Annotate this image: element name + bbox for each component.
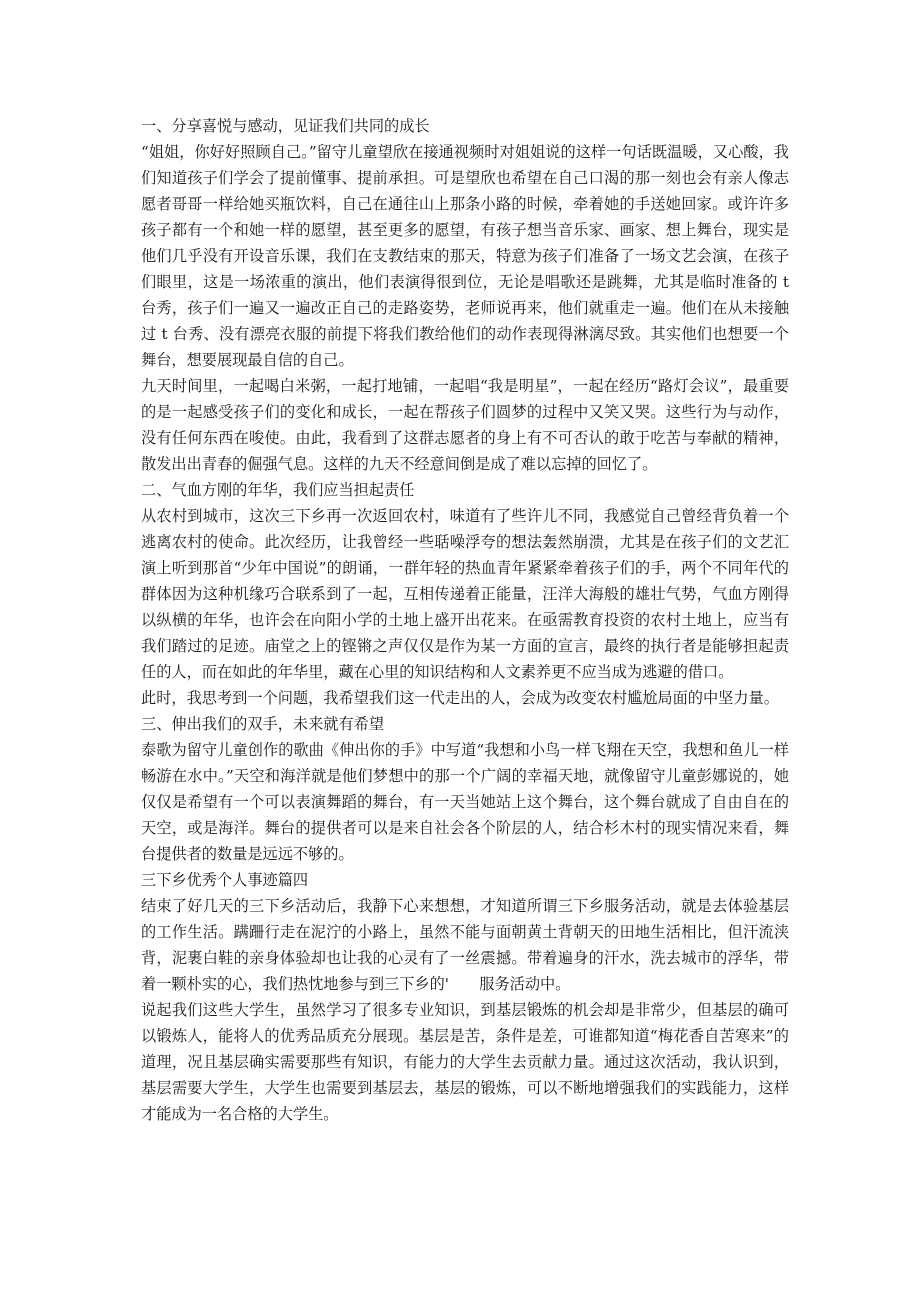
document-body	[141, 113, 789, 1127]
section-heading-1: 一、分享喜悦与感动，见证我们共同的成长	[141, 117, 430, 135]
paragraph-6: 结束了好几天的三下乡活动后，我静下心来想想，才知道所谓三下乡服务活动，就是去体验基层的工作生活。蹒跚行走在泥泞的小路上，虽然不能与面朝黄土背朝天的田地生活相比，但汗流浃背，泥裹白鞋的亲身体验却也让我的心灵有了一丝震撼。带着遍身的汗水，洗去城市的浮华，带着一颗朴实的心，我们热忱地参与到三下乡的' 服务活动中。	[141, 897, 789, 993]
paragraph-3: 从农村到城市，这次三下乡再一次返回农村，味道有了些许儿不同，我感觉自己曾经背负着一个逃离农村的使命。此次经历，让我曾经一些聒噪浮夸的想法轰然崩溃，尤其是在孩子们的文艺汇演上听到那首“少年中国说”的朗诵，一群年轻的热血青年紧紧牵着孩子们的手，两个不同年代的群体因为这种机缘巧合联系到了一起，互相传递着正能量，汪洋大海般的雄壮气势，气血方刚得以纵横的年华，也许会在向阳小学的土地上盛开出花来。在亟需教育投资的农村土地上，应当有我们踏过的足迹。庙堂之上的铿锵之声仅仅是作为某一方面的宣言，最终的执行者是能够担起责任的人，而在如此的年华里，藏在心里的知识结构和人文素养更不应当成为逃避的借口。	[141, 507, 789, 681]
paragraph-1: “姐姐，你好好照顾自己。”留守儿童望欣在接通视频时对姐姐说的这样一句话既温暖，又心酸，我们知道孩子们学会了提前懂事、提前承担。可是望欣也希望在自己口渴的那一刻也会有亲人像志愿者哥哥一样给她买瓶饮料，自己在通往山上那条小路的时候，牵着她的手送她回家。或许许多孩子都有一个和她一样的愿望，甚至更多的愿望，有孩子想当音乐家、画家、想上舞台，现实是他们几乎没有开设音乐课，我们在支教结束的那天，特意为孩子们准备了一场文艺会演，在孩子们眼里，这是一场浓重的演出，他们表演得很到位，无论是唱歌还是跳舞，尤其是临时准备的 t 台秀，孩子们一遍又一遍改正自己的走路姿势，老师说再来，他们就重走一遍。他们在从未接触过 t 台秀、没有漂亮衣服的前提下将我们教给他们的动作表现得淋漓尽致。其实他们也想要一个舞台，想要展现最自信的自己。	[141, 143, 789, 369]
section-heading-2: 二、气血方刚的年华，我们应当担起责任	[141, 481, 415, 499]
section-heading-4: 三下乡优秀个人事迹篇四	[141, 871, 309, 889]
paragraph-2: 九天时间里，一起喝白米粥，一起打地铺，一起唱“我是明星”，一起在经历“路灯会议”，最重要的是一起感受孩子们的变化和成长，一起在帮孩子们圆梦的过程中又笑又哭。这些行为与动作，没有任何东西在唆使。由此，我看到了这群志愿者的身上有不可否认的敢于吃苦与奉献的精神，散发出出青春的倔强气息。这样的九天不经意间倒是成了难以忘掉的回忆了。	[141, 377, 789, 473]
paragraph-4: 此时，我思考到一个问题，我希望我们这一代走出的人，会成为改变农村尴尬局面的中坚力量。	[141, 689, 779, 707]
section-heading-3: 三、伸出我们的双手，未来就有希望	[141, 715, 384, 733]
paragraph-7: 说起我们这些大学生，虽然学习了很多专业知识，到基层锻炼的机会却是非常少，但基层的确可以锻炼人，能将人的优秀品质充分展现。基层是苦，条件是差，可谁都知道“梅花香自苦寒来”的道理，况且基层确实需要那些有知识，有能力的大学生去贡献力量。通过这次活动，我认识到，基层需要大学生，大学生也需要到基层去，基层的锻炼，可以不断地增强我们的实践能力，这样才能成为一名合格的大学生。	[141, 1001, 789, 1123]
paragraph-5: 泰歌为留守儿童创作的歌曲《伸出你的手》中写道“我想和小鸟一样飞翔在天空，我想和鱼儿一样畅游在水中。”天空和海洋就是他们梦想中的那一个广阔的幸福天地，就像留守儿童彭娜说的，她仅仅是希望有一个可以表演舞蹈的舞台，有一天当她站上这个舞台，这个舞台就成了自由自在的天空，或是海洋。舞台的提供者可以是来自社会各个阶层的人，结合杉木村的现实情况来看，舞台提供者的数量是远远不够的。	[141, 741, 789, 863]
